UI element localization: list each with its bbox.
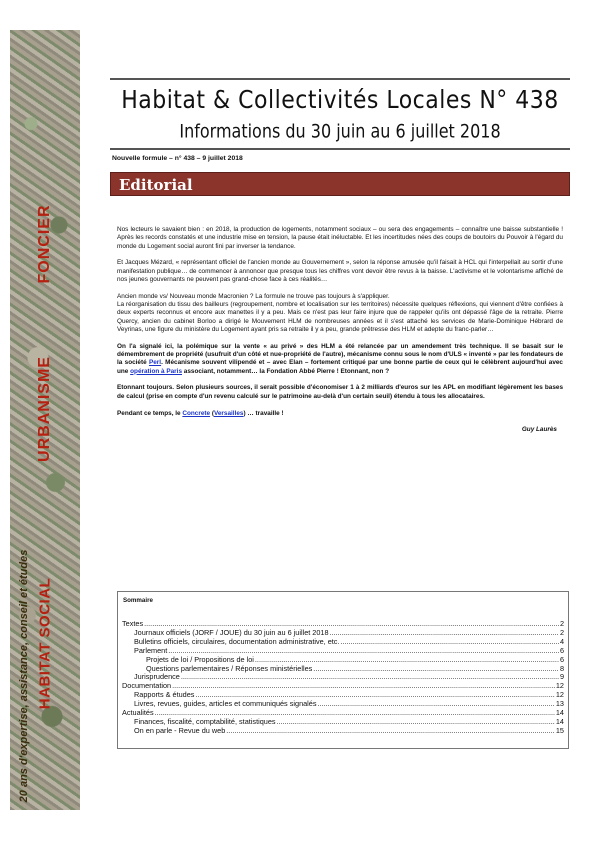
header-bottom-rule	[110, 148, 570, 150]
toc-title: Sommaire	[123, 597, 153, 604]
editorial-paragraph-6-part-b: (	[210, 409, 214, 417]
editorial-paragraph-4	[117, 343, 563, 376]
editorial-paragraph-1: Nos lecteurs le savaient bien : en 2018, la production de logements, notamment sociaux – ou sera des engagements – connaître une baisse substantielle ! Après les records constatés et une industrie mise en tension, la pause était inéluctable. Et les incertitudes nées des coups de boutoirs du Pouvoir à l'égard du monde du Logement social auront fini par inverser la tendance.	[117, 226, 563, 250]
toc-entry[interactable]	[122, 665, 564, 674]
link-perl[interactable]: Perl	[148, 359, 162, 367]
toc-entry-label: Rapports & études	[134, 690, 195, 700]
toc-entry[interactable]	[122, 638, 564, 647]
page-title: Habitat & Collectivités Locales N° 438	[121, 86, 559, 115]
editorial-paragraph-2	[117, 259, 563, 284]
toc-entry-label: Textes	[122, 619, 144, 628]
toc-entry-page: 12	[555, 690, 564, 700]
editorial-paragraph-6	[117, 410, 563, 418]
section-header-editorial	[110, 172, 570, 196]
toc-entry-leader	[341, 638, 559, 647]
toc-entry-page: 8	[559, 663, 564, 673]
editorial-paragraph-4-part-a: On l'a signalé ici, la polémique sur la vente « au privé » des HLM a été relancée par un amendement très technique. Il se basait sur le démembrement de propriété (usufruit d'un côté et nue-propriété de l'autre), mécanisme connu sous le nom d'ULS « inventé » par les fondateurs de la société	[117, 342, 563, 367]
header-top-rule	[110, 78, 570, 80]
toc-entry-page: 14	[555, 708, 564, 718]
table-of-contents	[117, 591, 569, 749]
sidebar-tagline: 20 ans d'expertise, assistance, conseil et études	[18, 549, 30, 803]
toc-entry-label: Documentation	[122, 681, 172, 691]
toc-entry-leader	[277, 718, 555, 727]
toc-entry[interactable]	[122, 727, 564, 736]
toc-entry-page: 4	[559, 636, 564, 646]
aerial-photo-strip	[10, 30, 80, 810]
toc-entry-leader	[330, 629, 559, 638]
editorial-paragraph-3-intro: Ancien monde vs/ Nouveau monde Macronien ? La formule ne trouve pas toujours à s'appliquer.	[117, 292, 390, 300]
editorial-paragraph-6-part-c: ) … travaille !	[243, 409, 284, 417]
toc-entry-leader	[181, 673, 559, 682]
toc-entry-label: Jurisprudence	[134, 672, 180, 682]
link-concrete[interactable]: Concrete	[182, 409, 211, 417]
editorial-paragraph-4-part-b: . Mécanisme souvent vilipendé et – avec Elan – fortement critiqué par une bonne partie de ceux qui le célèbrent aujourd'hui avec une	[117, 359, 563, 375]
toc-entry-page: 6	[559, 645, 564, 655]
toc-entry-page: 15	[555, 725, 564, 735]
toc-entry-page: 2	[559, 627, 564, 637]
toc-list	[122, 620, 564, 736]
page-subtitle: Informations du 30 juin au 6 juillet 2018	[179, 120, 501, 142]
toc-entry-leader	[318, 700, 555, 709]
link-versailles[interactable]: Versailles	[213, 409, 244, 417]
toc-entry-leader	[313, 665, 559, 674]
toc-entry-leader	[172, 682, 555, 691]
toc-entry-page: 14	[555, 716, 564, 726]
editorial-paragraph-2-text: Et Jacques Mézard, « représentant officiel de l'ancien monde au Gouvernement », selon la réponse amusée qu'il faisait à HCL qui l'interpellait au sortir d'une manifestation publique… de commencer à annoncer que presque tous les chiffres vont devoir être revus à la baisse. L'activisme et le volontarisme affiché de nos jeunes gouvernants ne peuvent pas grand-chose face à ces réalités…	[117, 259, 563, 283]
edition-line: Nouvelle formule – n° 438 – 9 juillet 2018	[112, 155, 243, 162]
toc-entry-label: Questions parlementaires / Réponses ministérielles	[146, 663, 313, 673]
toc-entry-page: 2	[559, 619, 564, 628]
sidebar-word-habitat-social: HABITAT SOCIAL	[36, 577, 54, 710]
editorial-paragraph-3	[117, 293, 563, 334]
toc-entry-page: 13	[555, 699, 564, 709]
editorial-paragraph-5: Etonnant toujours. Selon plusieurs sources, il serait possible d'économiser 1 à 2 milliards d'euros sur les APL en modifiant légèrement les bases de calcul (prise en compte d'un revenu calculé sur le patrimoine au-delà d'un certain seuil) étendu à tous les allocataires.	[117, 384, 563, 400]
sidebar-word-urbanisme: URBANISME	[36, 356, 53, 462]
toc-entry-label: Bulletins officiels, circulaires, documentation administrative, etc.	[134, 636, 340, 646]
toc-entry-page: 12	[555, 681, 564, 691]
toc-entry-label: Journaux officiels (JORF / JOUE) du 30 juin au 6 juillet 2018	[134, 627, 329, 637]
toc-entry-label: Projets de loi / Propositions de loi	[146, 654, 254, 664]
editorial-paragraph-4-part-c: associant, notamment… la Fondation Abbé Pierre ! Etonnant, non ?	[182, 367, 390, 375]
toc-entry-label: Livres, revues, guides, articles et communiqués signalés	[134, 699, 317, 709]
toc-entry-label: On en parle - Revue du web	[134, 725, 226, 735]
editorial-body	[117, 226, 563, 443]
toc-entry-label: Parlement	[134, 645, 168, 655]
section-label: Editorial	[119, 176, 193, 194]
sidebar-word-foncier: FONCIER	[36, 204, 53, 284]
editorial-paragraph-6-part-a: Pendant ce temps, le	[117, 409, 183, 417]
editorial-signature: Guy Laurès	[521, 426, 557, 434]
toc-entry[interactable]	[122, 700, 564, 709]
link-operation-paris[interactable]: opération à Paris	[130, 367, 182, 375]
toc-entry-page: 6	[559, 654, 564, 664]
toc-entry-leader	[226, 727, 555, 736]
toc-entry-page: 9	[559, 672, 564, 682]
toc-entry[interactable]	[122, 673, 564, 682]
toc-entry-label: Finances, fiscalité, comptabilité, statistiques	[134, 716, 276, 726]
editorial-paragraph-3-text: La réorganisation du tissu des bailleurs (regroupement, nombre et localisation sur les territoires) nécessite quelques réflexions, qui viennent d'être confiées à deux experts reconnus et encore aux manettes il y a peu. Mais ce n'est pas leur faire injure que de rappeler qu'ils ont dépassé l'âge de la retraite. Pierre Quercy, ancien du cabinet Borloo a dirigé le Mouvement HLM de nombreuses années et il s'est attaché les services de Marie-Dominique Hébrard de Veyrinas, une figure du ministère du Logement ayant pris sa retraite il y a peu, grande prêtresse des HLM et adepte du franc-parler…	[117, 301, 563, 333]
toc-entry-label: Actualités	[122, 708, 154, 718]
